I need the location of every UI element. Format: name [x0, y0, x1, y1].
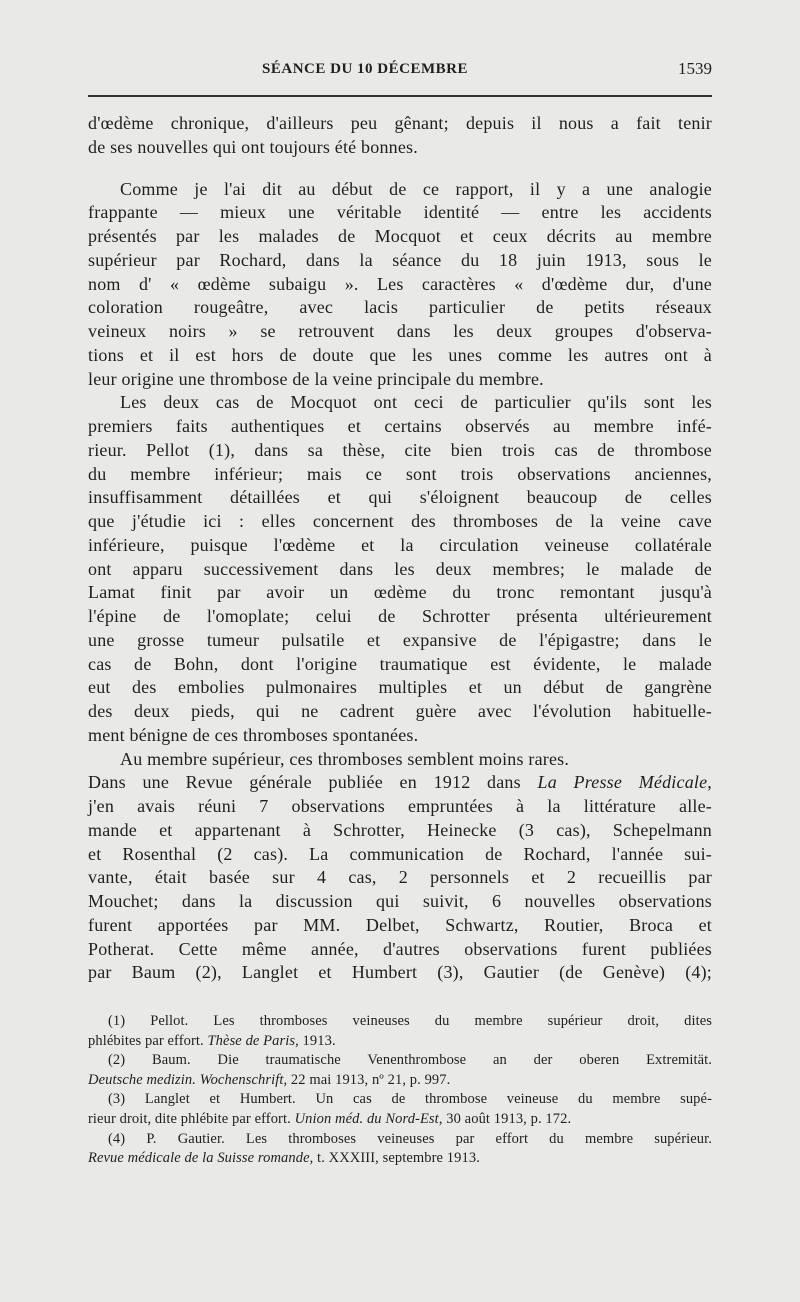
text-line	[88, 1032, 712, 1052]
header-rule	[88, 95, 712, 97]
text-run: vante, était basée sur 4 cas, 2 personnels et 2 recueillis par	[88, 867, 712, 888]
text-line	[88, 1012, 712, 1032]
text-line	[88, 581, 712, 605]
text-run: eut des embolies pulmonaires multiples et un début de gangrène	[88, 677, 712, 698]
text-run: Les deux cas de Mocquot ont ceci de particulier qu'ils sont les	[120, 392, 712, 413]
text-run: , 30 août 1913, p. 172.	[438, 1110, 572, 1127]
text-run: veineux noirs » se retrouvent dans les deux groupes d'observa-	[88, 321, 712, 341]
text-run: rieur droit, dite phlébite par effort.	[88, 1110, 295, 1127]
text-line	[88, 1071, 712, 1091]
text-run: supérieur par Rochard, dans la séance du 18 juin 1913, sous le	[88, 249, 712, 270]
text-line	[88, 1110, 712, 1130]
text-line	[88, 629, 712, 653]
text-run: cas de Bohn, dont l'origine traumatique est évidente, le malade	[88, 653, 712, 674]
text-line	[88, 225, 712, 249]
text-run: du membre inférieur; mais ce sont trois observations anciennes,	[88, 463, 712, 484]
page-number: 1539	[678, 59, 712, 78]
text-run: présentés par les malades de Mocquot et ceux décrits au membre	[88, 226, 712, 246]
paragraph	[88, 178, 712, 392]
text-run: frappante — mieux une véritable identité — entre les accidents	[88, 202, 712, 223]
text-line	[88, 510, 712, 534]
text-run: phlébites par effort.	[88, 1032, 208, 1049]
text-line	[88, 534, 712, 558]
text-line	[88, 320, 712, 344]
text-line	[88, 344, 712, 368]
text-line	[88, 112, 712, 136]
text-line	[88, 700, 712, 724]
footnote	[88, 1130, 712, 1169]
text-run: j'en avais réuni 7 observations empruntées à la littérature alle-	[88, 796, 712, 816]
text-line	[88, 178, 712, 202]
text-run: une grosse tumeur pulsatile et expansive de l'épigastre; dans le	[88, 629, 712, 650]
text-run: leur origine une thrombose de la veine principale du membre.	[88, 368, 544, 389]
text-run: et Rosenthal (2 cas). La communication de Rochard, l'année sui-	[88, 843, 712, 864]
text-run: (3) Langlet et Humbert. Un cas de thrombose veineuse du membre supé-	[108, 1091, 712, 1108]
text-run: (2) Baum. Die traumatische Venenthrombose an der oberen Extremität.	[108, 1052, 712, 1069]
footnotes	[88, 1012, 712, 1169]
text-line	[88, 890, 712, 914]
header-title: SÉANCE DU 10 DÉCEMBRE	[262, 61, 468, 77]
paragraph	[88, 112, 712, 160]
text-line	[88, 439, 712, 463]
text-line	[88, 1130, 712, 1150]
text-line	[88, 463, 712, 487]
footnote	[88, 1051, 712, 1090]
text-run: que j'étudie ici : elles concernent des thromboses de la veine cave	[88, 511, 712, 531]
text-run: Lamat finit par avoir un œdème du tronc remontant jusqu'à	[88, 582, 712, 603]
text-line	[88, 795, 712, 819]
text-line	[88, 724, 712, 748]
text-run: des deux pieds, qui ne cadrent guère avec l'évolution habituelle-	[88, 701, 712, 721]
text-run: coloration rougeâtre, avec lacis particulier de petits réseaux	[88, 297, 712, 318]
text-line	[88, 748, 712, 772]
italic-title: La Presse Médicale	[537, 772, 708, 793]
text-line	[88, 201, 712, 225]
italic-title: Deutsche medizin. Wochenschrift	[88, 1071, 284, 1088]
italic-title: Union méd. du Nord-Est	[294, 1110, 439, 1127]
text-run: insuffisamment détaillées et qui s'éloignent beaucoup de celles	[88, 487, 712, 508]
text-run: nom d' « œdème subaigu ». Les caractères « d'œdème dur, d'une	[88, 273, 712, 294]
text-line	[88, 605, 712, 629]
text-run: Au membre supérieur, ces thromboses semblent moins rares.	[120, 748, 570, 769]
text-line	[88, 914, 712, 938]
text-line	[88, 249, 712, 273]
italic-title: Revue médicale de la Suisse romande	[88, 1150, 310, 1167]
text-line	[88, 819, 712, 843]
footnote	[88, 1012, 712, 1051]
text-run: rieur. Pellot (1), dans sa thèse, cite bien trois cas de thrombose	[88, 439, 712, 460]
text-line	[88, 391, 712, 415]
paragraph	[88, 748, 712, 772]
text-run: , 1913.	[295, 1032, 336, 1049]
text-run: (4) P. Gautier. Les thromboses veineuses par effort du membre supérieur.	[108, 1130, 712, 1147]
text-line	[88, 136, 712, 160]
text-line	[88, 1051, 712, 1071]
text-run: premiers faits authentiques et certains observés au membre infé-	[88, 416, 712, 436]
text-line	[88, 486, 712, 510]
text-line	[88, 1149, 712, 1169]
text-line	[88, 938, 712, 962]
text-line	[88, 771, 712, 795]
text-run: mande et appartenant à Schrotter, Heinecke (3 cas), Schepelmann	[88, 819, 712, 840]
paragraph	[88, 771, 712, 985]
text-run: , t. XXXIII, septembre 1913.	[309, 1150, 480, 1167]
text-line	[88, 676, 712, 700]
paragraph	[88, 391, 712, 747]
text-line	[88, 273, 712, 297]
text-run: Mouchet; dans la discussion qui suivit, 6 nouvelles observations	[88, 891, 712, 911]
text-run: ont apparu successivement dans les deux membres; le malade de	[88, 558, 712, 579]
text-line	[88, 558, 712, 582]
text-line	[88, 653, 712, 677]
text-line	[88, 296, 712, 320]
text-line	[88, 961, 712, 985]
text-line	[88, 415, 712, 439]
text-run: d'œdème chronique, d'ailleurs peu gênant; depuis il nous a fait tenir	[88, 113, 712, 133]
text-run: furent apportées par MM. Delbet, Schwartz, Routier, Broca et	[88, 914, 712, 935]
text-run: ment bénigne de ces thromboses spontanées.	[88, 724, 419, 745]
italic-title: Thèse de Paris	[207, 1032, 296, 1049]
text-run: inférieure, puisque l'œdème et la circulation veineuse collatérale	[88, 534, 712, 555]
text-line	[88, 866, 712, 890]
text-run: Comme je l'ai dit au début de ce rapport, il y a une analogie	[120, 178, 712, 199]
text-run: de ses nouvelles qui ont toujours été bonnes.	[88, 136, 418, 157]
body-text	[88, 112, 712, 985]
text-run: tions et il est hors de doute que les unes comme les autres ont à	[88, 344, 712, 365]
text-run: par Baum (2), Langlet et Humbert (3), Gautier (de Genève) (4);	[88, 962, 712, 983]
text-run: (1) Pellot. Les thromboses veineuses du membre supérieur droit, dites	[108, 1013, 712, 1029]
text-line	[88, 843, 712, 867]
footnote	[88, 1090, 712, 1129]
text-run: , 22 mai 1913, nº 21, p. 997.	[283, 1071, 451, 1088]
text-run: l'épine de l'omoplate; celui de Schrotter présenta ultérieurement	[88, 606, 712, 626]
text-run: ,	[707, 772, 712, 793]
text-run: Dans une Revue générale publiée en 1912 dans	[88, 772, 538, 793]
text-line	[88, 1090, 712, 1110]
text-run: Potherat. Cette même année, d'autres observations furent publiées	[88, 938, 712, 959]
text-line	[88, 368, 712, 392]
